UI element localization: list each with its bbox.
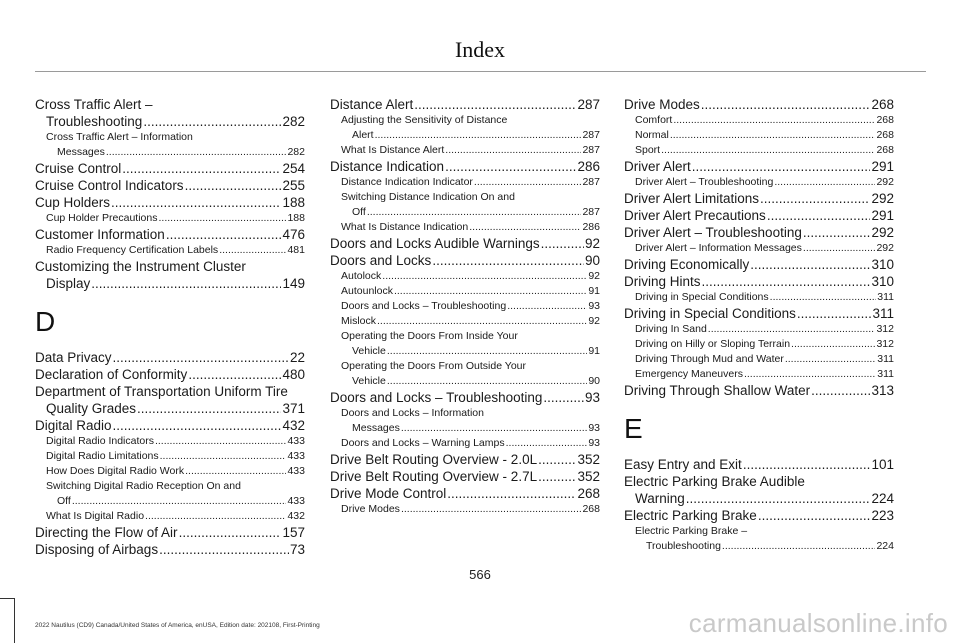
- dot-leader: [160, 449, 287, 464]
- dot-leader: [701, 96, 871, 113]
- entry-page-number[interactable]: 254: [282, 161, 305, 176]
- index-subentry[interactable]: [35, 211, 305, 226]
- index-subentry[interactable]: [330, 269, 600, 284]
- index-entry[interactable]: [624, 207, 894, 224]
- entry-term: Driving in Special Conditions: [635, 291, 769, 303]
- crop-mark-horizontal: [0, 598, 15, 599]
- dot-leader: [506, 436, 588, 451]
- entry-page-number[interactable]: 268: [876, 129, 894, 141]
- index-subentry[interactable]: [35, 145, 305, 160]
- dot-leader: [811, 382, 870, 399]
- entry-term: Autounlock: [341, 285, 393, 297]
- index-entry[interactable]: [330, 485, 600, 502]
- dot-leader: [377, 314, 587, 329]
- entry-page-number[interactable]: 149: [282, 276, 305, 291]
- entry-page-number[interactable]: 432: [282, 418, 305, 433]
- index-subentry[interactable]: [624, 337, 894, 352]
- dot-leader: [375, 128, 582, 143]
- dot-leader: [673, 113, 875, 128]
- index-subentry[interactable]: [624, 128, 894, 143]
- entry-page-number[interactable]: 157: [282, 525, 305, 540]
- index-subentry[interactable]: [35, 464, 305, 479]
- dot-leader: [474, 175, 582, 190]
- entry-term: Digital Radio Indicators: [46, 435, 154, 447]
- page-number: 566: [469, 567, 491, 582]
- entry-page-number[interactable]: 311: [877, 291, 894, 303]
- entry-page-number[interactable]: 480: [282, 367, 305, 382]
- entry-term: Cup Holder Precautions: [46, 212, 158, 224]
- dot-leader: [791, 337, 875, 352]
- dot-leader: [670, 128, 876, 143]
- entry-page-number[interactable]: 92: [588, 270, 600, 282]
- entry-page-number[interactable]: 224: [871, 491, 894, 506]
- index-entry[interactable]: [330, 252, 600, 269]
- entry-term: Warning: [635, 491, 685, 506]
- index-subentry[interactable]: [330, 205, 600, 220]
- dot-leader: [155, 434, 287, 449]
- index-entry[interactable]: [35, 275, 305, 292]
- index-subentry[interactable]: [624, 241, 894, 256]
- index-entry[interactable]: [330, 158, 600, 175]
- entry-page-number[interactable]: 268: [871, 97, 894, 112]
- entry-page-number[interactable]: 311: [877, 353, 894, 365]
- entry-page-number[interactable]: 93: [588, 422, 600, 434]
- index-entry[interactable]: [35, 160, 305, 177]
- entry-page-number[interactable]: 282: [287, 146, 305, 158]
- entry-page-number[interactable]: 268: [876, 144, 894, 156]
- index-subentry[interactable]: [624, 352, 894, 367]
- index-subentry: [330, 359, 600, 374]
- index-subentry[interactable]: [330, 421, 600, 436]
- index-entry: [35, 383, 305, 400]
- index-column-1: [35, 96, 305, 558]
- entry-page-number[interactable]: 91: [588, 285, 600, 297]
- dot-leader: [91, 275, 281, 292]
- index-entry[interactable]: [624, 224, 894, 241]
- dot-leader: [507, 299, 587, 314]
- entry-page-number[interactable]: 22: [289, 350, 305, 365]
- entry-page-number[interactable]: 352: [577, 452, 600, 467]
- index-entry[interactable]: [624, 190, 894, 207]
- dot-leader: [661, 143, 875, 158]
- entry-page-number[interactable]: 310: [871, 274, 894, 289]
- index-entry[interactable]: [35, 194, 305, 211]
- index-entry[interactable]: [624, 507, 894, 524]
- index-subentry[interactable]: [624, 539, 894, 554]
- entry-term: Department of Transportation Uniform Tire: [35, 384, 288, 399]
- entry-term: Driver Alert – Information Messages: [635, 242, 802, 254]
- dot-leader: [382, 269, 587, 284]
- entry-page-number[interactable]: 93: [588, 437, 600, 449]
- index-subentry[interactable]: [624, 367, 894, 382]
- index-subentry: [624, 524, 894, 539]
- entry-term: Doors and Locks – Warning Lamps: [341, 437, 505, 449]
- entry-page-number[interactable]: 287: [582, 129, 600, 141]
- entry-term: Driver Alert – Troubleshooting: [624, 225, 802, 240]
- entry-page-number[interactable]: 352: [577, 469, 600, 484]
- dot-leader: [774, 175, 875, 190]
- entry-page-number[interactable]: 312: [876, 323, 894, 335]
- dot-leader: [106, 145, 287, 160]
- index-entry[interactable]: [35, 400, 305, 417]
- dot-leader: [137, 400, 281, 417]
- dot-leader: [447, 485, 576, 502]
- entry-term: Display: [46, 276, 91, 291]
- entry-term: Customer Information: [35, 227, 165, 242]
- entry-term: Directing the Flow of Air: [35, 525, 178, 540]
- entry-page-number[interactable]: 268: [876, 114, 894, 126]
- entry-term: Drive Mode Control: [330, 486, 447, 501]
- index-subentry[interactable]: [330, 128, 600, 143]
- index-entry: [35, 96, 305, 113]
- entry-term: Disposing of Airbags: [35, 542, 159, 557]
- dot-leader: [543, 389, 584, 406]
- index-subentry[interactable]: [35, 449, 305, 464]
- entry-page-number[interactable]: 313: [871, 383, 894, 398]
- index-entry[interactable]: [330, 96, 600, 113]
- entry-term: Driver Alert – Troubleshooting: [635, 176, 774, 188]
- entry-term: Distance Alert: [330, 97, 414, 112]
- entry-page-number[interactable]: 287: [582, 144, 600, 156]
- entry-term: Cup Holders: [35, 195, 111, 210]
- entry-term: Switching Distance Indication On and: [341, 191, 515, 203]
- entry-term: Cruise Control: [35, 161, 122, 176]
- index-entry: [35, 258, 305, 275]
- index-subentry[interactable]: [35, 243, 305, 258]
- dot-leader: [432, 252, 584, 269]
- index-entry[interactable]: [330, 451, 600, 468]
- entry-page-number[interactable]: 371: [282, 401, 305, 416]
- entry-page-number[interactable]: 292: [871, 191, 894, 206]
- index-entry[interactable]: [624, 256, 894, 273]
- entry-page-number[interactable]: 476: [282, 227, 305, 242]
- entry-term: Adjusting the Sensitivity of Distance: [341, 114, 508, 126]
- dot-leader: [803, 241, 876, 256]
- dot-leader: [722, 539, 876, 554]
- entry-page-number[interactable]: 432: [287, 510, 305, 522]
- dot-leader: [219, 243, 286, 258]
- entry-page-number[interactable]: 90: [588, 375, 600, 387]
- entry-page-number[interactable]: 292: [876, 242, 894, 254]
- dot-leader: [113, 417, 282, 434]
- index-entry[interactable]: [35, 113, 305, 130]
- watermark: carmanualsonline.info: [688, 608, 948, 638]
- entry-term: Customizing the Instrument Cluster: [35, 259, 246, 274]
- entry-term: Driving Through Mud and Water: [635, 353, 784, 365]
- index-subentry[interactable]: [330, 175, 600, 190]
- entry-term: Driver Alert: [624, 159, 691, 174]
- dot-leader: [367, 205, 582, 220]
- dot-leader: [122, 160, 281, 177]
- dot-leader: [760, 190, 870, 207]
- entry-term: Doors and Locks – Troubleshooting: [330, 390, 543, 405]
- entry-term: Drive Belt Routing Overview - 2.0L: [330, 452, 538, 467]
- entry-page-number[interactable]: 92: [588, 315, 600, 327]
- entry-term: Messages: [352, 422, 400, 434]
- entry-term: Distance Indication: [330, 159, 445, 174]
- dot-leader: [538, 468, 576, 485]
- entry-term: Doors and Locks – Information: [341, 407, 484, 419]
- entry-term: Electric Parking Brake Audible: [624, 474, 805, 489]
- dot-leader: [686, 490, 871, 507]
- entry-term: What Is Distance Indication: [341, 221, 469, 233]
- index-subentry: [330, 329, 600, 344]
- index-subentry: [330, 190, 600, 205]
- dot-leader: [188, 366, 281, 383]
- entry-page-number[interactable]: 287: [582, 176, 600, 188]
- index-entry[interactable]: [35, 524, 305, 541]
- entry-page-number[interactable]: 433: [287, 495, 305, 507]
- entry-page-number[interactable]: 287: [577, 97, 600, 112]
- index-subentry[interactable]: [624, 143, 894, 158]
- entry-term: Doors and Locks: [330, 253, 432, 268]
- entry-term: What Is Distance Alert: [341, 144, 445, 156]
- entry-term: Drive Modes: [624, 97, 700, 112]
- entry-page-number[interactable]: 291: [871, 208, 894, 223]
- dot-leader: [387, 374, 587, 389]
- entry-page-number[interactable]: 188: [287, 212, 305, 224]
- index-column-3: [624, 96, 894, 554]
- entry-term: Digital Radio: [35, 418, 112, 433]
- entry-term: Electric Parking Brake –: [635, 525, 748, 537]
- crop-mark-vertical: [14, 598, 15, 643]
- index-subentry: [35, 130, 305, 145]
- dot-leader: [538, 451, 576, 468]
- entry-term: Distance Indication Indicator: [341, 176, 473, 188]
- dot-leader: [445, 143, 581, 158]
- index-subentry[interactable]: [624, 322, 894, 337]
- dot-leader: [401, 502, 582, 517]
- entry-page-number[interactable]: 312: [876, 338, 894, 350]
- entry-term: Sport: [635, 144, 661, 156]
- dot-leader: [770, 290, 877, 305]
- entry-page-number[interactable]: 73: [289, 542, 305, 557]
- entry-page-number[interactable]: 433: [287, 450, 305, 462]
- index-entry[interactable]: [624, 305, 894, 322]
- entry-term: Electric Parking Brake: [624, 508, 757, 523]
- entry-term: Cruise Control Indicators: [35, 178, 184, 193]
- entry-page-number[interactable]: 433: [287, 435, 305, 447]
- index-subentry[interactable]: [330, 314, 600, 329]
- dot-leader: [803, 224, 871, 241]
- dot-leader: [692, 158, 871, 175]
- entry-term: Operating the Doors From Inside Your: [341, 330, 518, 342]
- entry-page-number[interactable]: 287: [582, 206, 600, 218]
- dot-leader: [401, 421, 587, 436]
- entry-term: Driver Alert Limitations: [624, 191, 760, 206]
- entry-page-number[interactable]: 311: [877, 368, 894, 380]
- dot-leader: [113, 349, 289, 366]
- entry-term: Normal: [635, 129, 669, 141]
- index-subentry: [330, 113, 600, 128]
- dot-leader: [758, 507, 871, 524]
- entry-term: Operating the Doors From Outside Your: [341, 360, 527, 372]
- dot-leader: [394, 284, 587, 299]
- entry-term: Driving Hints: [624, 274, 701, 289]
- entry-term: Driving Through Shallow Water: [624, 383, 811, 398]
- entry-term: Alert: [352, 129, 374, 141]
- index-entry[interactable]: [330, 389, 600, 406]
- entry-term: Digital Radio Limitations: [46, 450, 159, 462]
- index-subentry[interactable]: [624, 113, 894, 128]
- entry-page-number[interactable]: 224: [876, 540, 894, 552]
- entry-page-number[interactable]: 433: [287, 465, 305, 477]
- entry-term: Declaration of Conformity: [35, 367, 188, 382]
- dot-leader: [750, 256, 870, 273]
- dot-leader: [143, 113, 281, 130]
- entry-term: Radio Frequency Certification Labels: [46, 244, 219, 256]
- index-entry[interactable]: [35, 366, 305, 383]
- index-entry[interactable]: [35, 417, 305, 434]
- index-subentry[interactable]: [330, 284, 600, 299]
- dot-leader: [541, 235, 584, 252]
- entry-page-number[interactable]: 292: [871, 225, 894, 240]
- dot-leader: [166, 226, 282, 243]
- index-subentry[interactable]: [330, 220, 600, 235]
- index-entry[interactable]: [35, 177, 305, 194]
- dot-leader: [185, 464, 286, 479]
- index-subentry[interactable]: [330, 344, 600, 359]
- entry-page-number[interactable]: 92: [584, 236, 600, 251]
- dot-leader: [469, 220, 581, 235]
- entry-page-number[interactable]: 93: [588, 300, 600, 312]
- dot-leader: [702, 273, 871, 290]
- entry-term: Cross Traffic Alert –: [35, 97, 153, 112]
- index-subentry[interactable]: [35, 509, 305, 524]
- entry-term: Autolock: [341, 270, 382, 282]
- entry-term: Drive Belt Routing Overview - 2.7L: [330, 469, 538, 484]
- entry-term: What Is Digital Radio: [46, 510, 145, 522]
- edition-footer: 2022 Nautilus (CD9) Canada/United States of America, enUSA, Edition date: 202108, First-Printing: [35, 622, 320, 629]
- index-entry[interactable]: [624, 273, 894, 290]
- dot-leader: [179, 524, 282, 541]
- entry-term: Off: [57, 495, 71, 507]
- index-column-2: [330, 96, 600, 517]
- entry-term: Doors and Locks Audible Warnings: [330, 236, 540, 251]
- entry-page-number[interactable]: 286: [582, 221, 600, 233]
- index-subentry[interactable]: [330, 143, 600, 158]
- dot-leader: [414, 96, 576, 113]
- dot-leader: [159, 541, 289, 558]
- entry-page-number[interactable]: 481: [287, 244, 305, 256]
- entry-page-number[interactable]: 268: [582, 503, 600, 515]
- index-subentry[interactable]: [624, 290, 894, 305]
- entry-term: Vehicle: [352, 375, 386, 387]
- entry-page-number[interactable]: 310: [871, 257, 894, 272]
- dot-leader: [445, 158, 576, 175]
- entry-term: Driving Economically: [624, 257, 750, 272]
- index-entry[interactable]: [624, 382, 894, 399]
- index-subentry[interactable]: [330, 502, 600, 517]
- index-entry[interactable]: [35, 226, 305, 243]
- entry-term: Emergency Maneuvers: [635, 368, 743, 380]
- entry-term: Switching Digital Radio Reception On and: [46, 480, 241, 492]
- index-entry[interactable]: [330, 468, 600, 485]
- dot-leader: [785, 352, 876, 367]
- entry-page-number[interactable]: 311: [872, 306, 894, 321]
- entry-term: Troubleshooting: [46, 114, 143, 129]
- entry-term: Cross Traffic Alert – Information: [46, 131, 193, 143]
- entry-term: Driving In Sand: [635, 323, 707, 335]
- dot-leader: [72, 494, 287, 509]
- entry-term: How Does Digital Radio Work: [46, 465, 185, 477]
- entry-term: Easy Entry and Exit: [624, 457, 742, 472]
- dot-leader: [185, 177, 282, 194]
- dot-leader: [111, 194, 281, 211]
- entry-page-number[interactable]: 291: [871, 159, 894, 174]
- entry-page-number[interactable]: 93: [584, 390, 600, 405]
- dot-leader: [744, 367, 876, 382]
- index-entry: [624, 473, 894, 490]
- dot-leader: [158, 211, 286, 226]
- entry-term: Vehicle: [352, 345, 386, 357]
- entry-term: Quality Grades: [46, 401, 137, 416]
- entry-page-number[interactable]: 101: [871, 457, 894, 472]
- entry-page-number[interactable]: 255: [282, 178, 305, 193]
- dot-leader: [145, 509, 286, 524]
- index-entry[interactable]: [624, 96, 894, 113]
- entry-page-number[interactable]: 268: [577, 486, 600, 501]
- entry-term: Driver Alert Precautions: [624, 208, 766, 223]
- entry-page-number[interactable]: 188: [282, 195, 305, 210]
- dot-leader: [387, 344, 587, 359]
- index-entry[interactable]: [624, 490, 894, 507]
- index-subentry: [35, 479, 305, 494]
- index-subentry[interactable]: [330, 436, 600, 451]
- entry-page-number[interactable]: 282: [282, 114, 305, 129]
- entry-term: Driving in Special Conditions: [624, 306, 796, 321]
- index-entry[interactable]: [624, 158, 894, 175]
- index-entry[interactable]: [624, 456, 894, 473]
- header-divider: [35, 71, 926, 72]
- entry-term: Messages: [57, 146, 105, 158]
- index-entry[interactable]: [35, 349, 305, 366]
- entry-page-number[interactable]: 292: [876, 176, 894, 188]
- entry-page-number[interactable]: 223: [871, 508, 894, 523]
- index-subentry[interactable]: [330, 299, 600, 314]
- entry-term: Driving on Hilly or Sloping Terrain: [635, 338, 791, 350]
- entry-term: Drive Modes: [341, 503, 400, 515]
- entry-page-number[interactable]: 90: [584, 253, 600, 268]
- dot-leader: [767, 207, 871, 224]
- entry-term: Off: [352, 206, 366, 218]
- entry-term: Doors and Locks – Troubleshooting: [341, 300, 507, 312]
- index-subentry: [330, 406, 600, 421]
- entry-term: Comfort: [635, 114, 673, 126]
- entry-page-number[interactable]: 286: [577, 159, 600, 174]
- index-entry[interactable]: [35, 541, 305, 558]
- section-letter: D: [35, 306, 56, 337]
- index-subentry[interactable]: [35, 434, 305, 449]
- page-title: Index: [454, 37, 506, 62]
- dot-leader: [743, 456, 871, 473]
- entry-term: Data Privacy: [35, 350, 112, 365]
- dot-leader: [797, 305, 872, 322]
- entry-term: Troubleshooting: [646, 540, 721, 552]
- entry-term: Mislock: [341, 315, 377, 327]
- index-subentry[interactable]: [624, 175, 894, 190]
- section-letter: E: [624, 413, 643, 444]
- entry-page-number[interactable]: 91: [588, 345, 600, 357]
- index-subentry[interactable]: [35, 494, 305, 509]
- dot-leader: [708, 322, 876, 337]
- index-subentry[interactable]: [330, 374, 600, 389]
- index-entry[interactable]: [330, 235, 600, 252]
